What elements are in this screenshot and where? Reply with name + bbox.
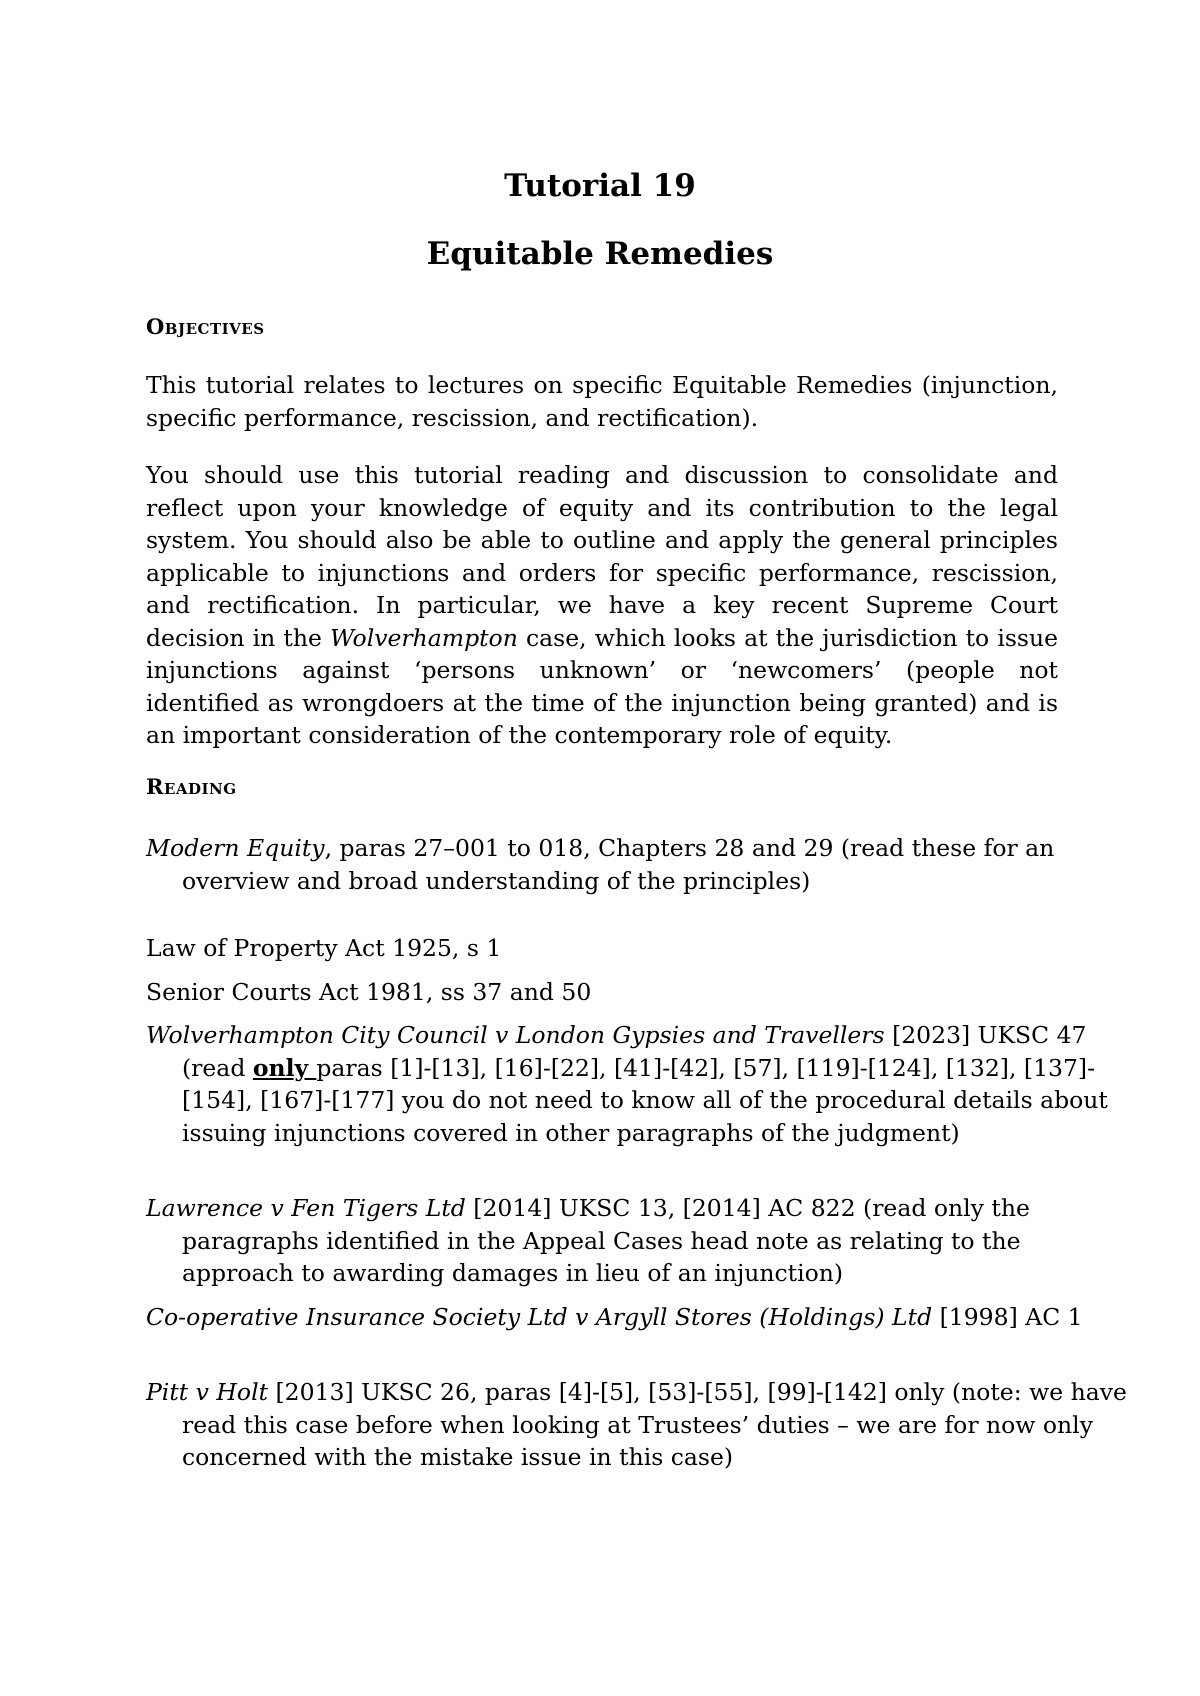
- text-run: [2023] UKSC 47 (read: [182, 1021, 1087, 1082]
- text-run: [2013] UKSC 26, paras [4]-[5], [53]-[55], [99]-[142] only (note: we have read this case before when looking at Trustees’ duties – we are for now only concerned with the mistake issue in this case): [182, 1378, 1127, 1471]
- page-subtitle: Equitable Remedies: [426, 236, 774, 272]
- book-title: Modern Equity: [146, 834, 325, 862]
- case-name: Pitt v Holt: [146, 1378, 269, 1406]
- emphasis-only: only: [252, 1053, 317, 1082]
- reading-heading: Reading: [146, 774, 237, 799]
- case-name: Co-operative Insurance Society Ltd v Argyll Stores (Holdings) Ltd: [146, 1303, 933, 1331]
- text-run: , paras 27–001 to 018, Chapters 28 and 29 (read these for an overview and broad understanding of the principles): [182, 834, 1055, 895]
- reading-item-co-operative-insurance: [146, 1301, 1132, 1334]
- objectives-paragraph-2: [146, 459, 1058, 752]
- reading-item-law-of-property-act: Law of Property Act 1925, s 1: [146, 934, 502, 962]
- reading-item-modern-equity: [146, 832, 1132, 897]
- reading-item-wolverhampton: [146, 1019, 1132, 1149]
- reading-item-lawrence: [146, 1192, 1132, 1290]
- text-run: [1998] AC 1: [932, 1303, 1083, 1331]
- text-run: paras [1]-[13], [16]-[22], [41]-[42], [57], [119]-[124], [132], [137]-[154], [167]-[177] you do not need to know all of the procedural details about issuing injunctions covered in other paragraphs of the judgment): [182, 1053, 1108, 1147]
- text-run: You should use this tutorial reading and discussion to consolidate and reflect upon your knowledge of equity and its contribution to the legal system. You should also be able to outline and apply the general principles applicable to injunctions and orders for specific performance, rescission, and rectification. In particular, we have a key recent Supreme Court decision in the: [146, 461, 1058, 652]
- objectives-heading: Objectives: [146, 314, 265, 339]
- case-name: Wolverhampton: [330, 623, 518, 652]
- reading-item-pitt-v-holt: [146, 1376, 1132, 1474]
- text-run: case, which looks at the jurisdiction to issue injunctions against ‘persons unknown’ or ‘newcomers’ (people not identified as wrongdoers at the time of the injunction being granted) and is an important consideration of the contemporary role of equity.: [146, 623, 1058, 749]
- reading-item-senior-courts-act: Senior Courts Act 1981, ss 37 and 50: [146, 978, 592, 1006]
- case-name: Lawrence v Fen Tigers Ltd: [146, 1194, 466, 1222]
- page-title: Tutorial 19: [504, 168, 696, 204]
- objectives-paragraph-1: This tutorial relates to lectures on specific Equitable Remedies (injunction, specific performance, rescission, and rectification).: [146, 371, 1058, 432]
- case-name: Wolverhampton City Council v London Gypsies and Travellers: [146, 1021, 885, 1049]
- text-run: [2014] UKSC 13, [2014] AC 822 (read only the paragraphs identified in the Appeal Cases head note as relating to the approach to awarding damages in lieu of an injunction): [182, 1194, 1030, 1287]
